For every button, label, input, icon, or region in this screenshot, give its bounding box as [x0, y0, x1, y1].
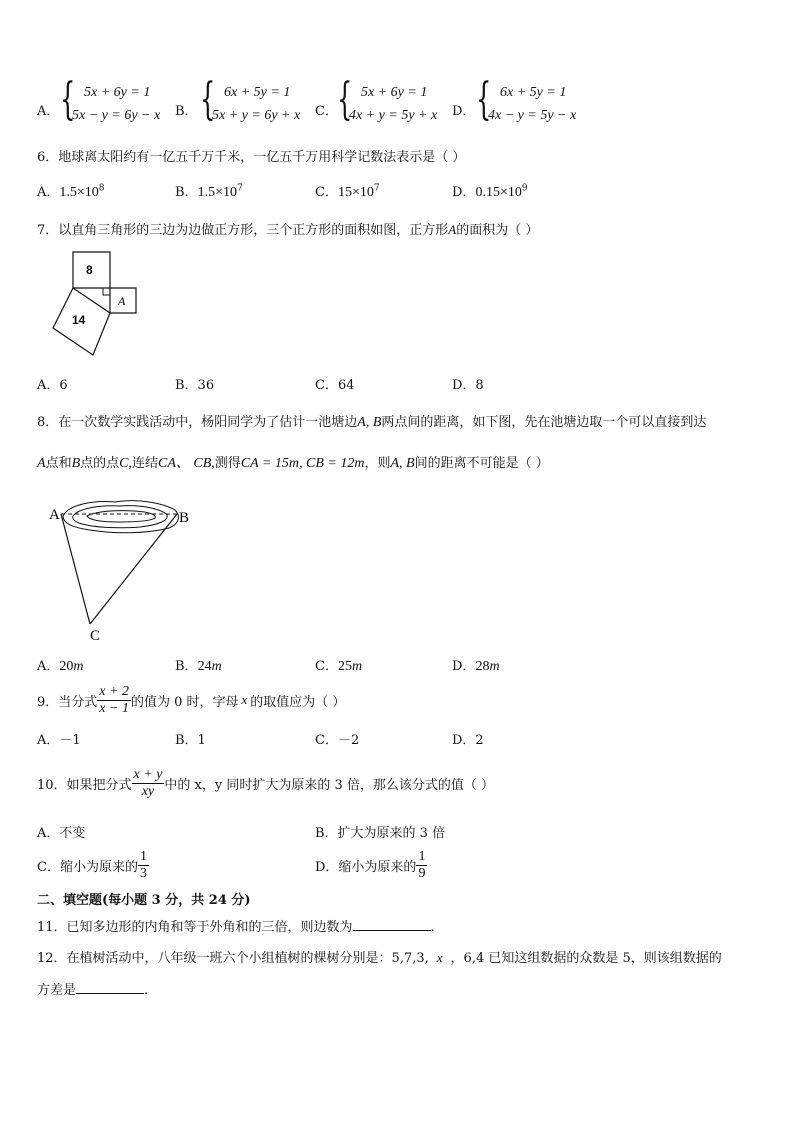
q5-option-a-label: A．: [37, 104, 60, 119]
q8-pond-figure: [45, 490, 205, 645]
q10-option-d: D．缩小为原来的 $\frac{1}{9}$: [315, 848, 426, 881]
q9-option-d: D．2: [452, 733, 484, 748]
q5-option-b-label: B．: [175, 104, 198, 119]
q6-option-a: A．$1.5\times 10^8$: [37, 183, 105, 200]
q9-stem: 9．当分式 $\frac{x + 2}{x - 1}$ 的值为 0 时，字母 x 的取值应为（ ）: [37, 683, 346, 716]
q6-stem: 6．地球离太阳约有一亿五千万千米，一亿五千万用科学记数法表示是（ ）: [37, 150, 466, 165]
q5-c-eq1: 5x + 6y = 1: [361, 85, 428, 100]
q12-answer-blank: [76, 993, 144, 994]
q8-pond-inner: [87, 511, 155, 522]
q6-option-b: B．$1.5\times 10^7$: [175, 183, 243, 200]
q8-option-a: A．20m: [37, 659, 84, 674]
q11-stem: 11．已知多边形的内角和等于外角和的三倍，则边数为 .: [37, 920, 435, 935]
q9-fraction: $\frac{x + 2}{x - 1}$: [99, 683, 129, 716]
q5-d-eq1: 6x + 5y = 1: [500, 85, 567, 100]
q7-right-angle-mark: [103, 288, 110, 295]
q5-option-b-system: { 6x + 5y = 1 5x + y = 6y + x: [200, 74, 301, 125]
q7-option-b: B．36: [175, 378, 215, 393]
q9-option-a: A．－1: [37, 733, 81, 748]
q5-a-eq2: 5x − y = 6y − x: [72, 108, 161, 123]
q5-b-eq2: 5x + y = 6y + x: [212, 108, 301, 123]
q6-option-c: C．$15\times 10^7$: [315, 183, 380, 200]
q8-option-d: D．28m: [452, 659, 500, 674]
q10-option-c: C．缩小为原来的 $\frac{1}{3}$: [37, 848, 147, 881]
q12-stem-line2: 方差是 .: [37, 983, 149, 998]
q7-squares-figure: [48, 250, 148, 360]
q7-option-d: D．8: [452, 378, 484, 393]
q10-fraction: $\frac{x + y}{xy}$: [133, 766, 163, 799]
q9-option-c: C．－2: [315, 733, 360, 748]
q5-b-eq1: 6x + 5y = 1: [224, 85, 291, 100]
q8-label-b: B: [179, 510, 190, 526]
q8-label-c: C: [90, 628, 101, 644]
q5-option-c-label: C．: [315, 104, 338, 119]
q5-option-a-system: { 5x + 6y = 1 5x − y = 6y − x: [60, 74, 161, 125]
q5-option-c-system: { 5x + 6y = 1 4x + y = 5y + x: [337, 74, 438, 125]
q8-option-b: B．24m: [175, 659, 222, 674]
section-2-heading: 二、填空题(每小题 3 分，共 24 分): [37, 893, 251, 908]
q10-option-a: A．不变: [37, 826, 86, 841]
q7-option-c: C．64: [315, 378, 355, 393]
q7-label-top: 8: [86, 263, 93, 277]
q8-option-c: C．25m: [315, 659, 363, 674]
q10-option-b: B．扩大为原来的 3 倍: [315, 826, 446, 841]
q11-answer-blank: [353, 930, 431, 931]
q5-d-eq2: 4x − y = 5y − x: [488, 108, 577, 123]
q9-option-b: B．1: [175, 733, 206, 748]
q8-segment-cb: [90, 514, 177, 624]
q5-a-eq1: 5x + 6y = 1: [84, 85, 151, 100]
q7-label-small: A: [118, 294, 126, 308]
q7-option-a: A．6: [37, 378, 68, 393]
q12-stem-line1: 12．在植树活动中，八年级一班六个小组植树的棵树分别是：5,7,3, x ，6,4 已知这组数据的众数是 5，则该组数据的: [37, 950, 722, 966]
q7-stem: 7．以直角三角形的三边为边做正方形，三个正方形的面积如图，正方形A的面积为（ ）: [37, 222, 539, 238]
q8-stem-line2: A点和B点的点C,连结CA、 CB,测得CA = 15m, CB = 12m，则A, B间的距离不可能是（ ）: [37, 456, 549, 471]
q6-option-d: D．$0.15\times 10^9$: [452, 183, 528, 200]
q5-option-d-label: D．: [452, 104, 476, 119]
q10-stem: 10．如果把分式 $\frac{x + y}{xy}$ 中的 x，y 同时扩大为原来的 3 倍，那么该分式的值（ ）: [37, 766, 495, 799]
q7-label-left: 14: [72, 313, 86, 327]
q5-c-eq2: 4x + y = 5y + x: [349, 108, 438, 123]
q8-stem-line1: 8．在一次数学实践活动中，杨阳同学为了估计一池塘边A, B两点间的距离，如下图，先在池塘边取一个可以直接到达: [37, 415, 707, 430]
q8-label-a: A: [49, 507, 60, 523]
q5-option-d-system: { 6x + 5y = 1 4x − y = 5y − x: [476, 74, 577, 125]
q8-segment-ca: [61, 514, 90, 624]
